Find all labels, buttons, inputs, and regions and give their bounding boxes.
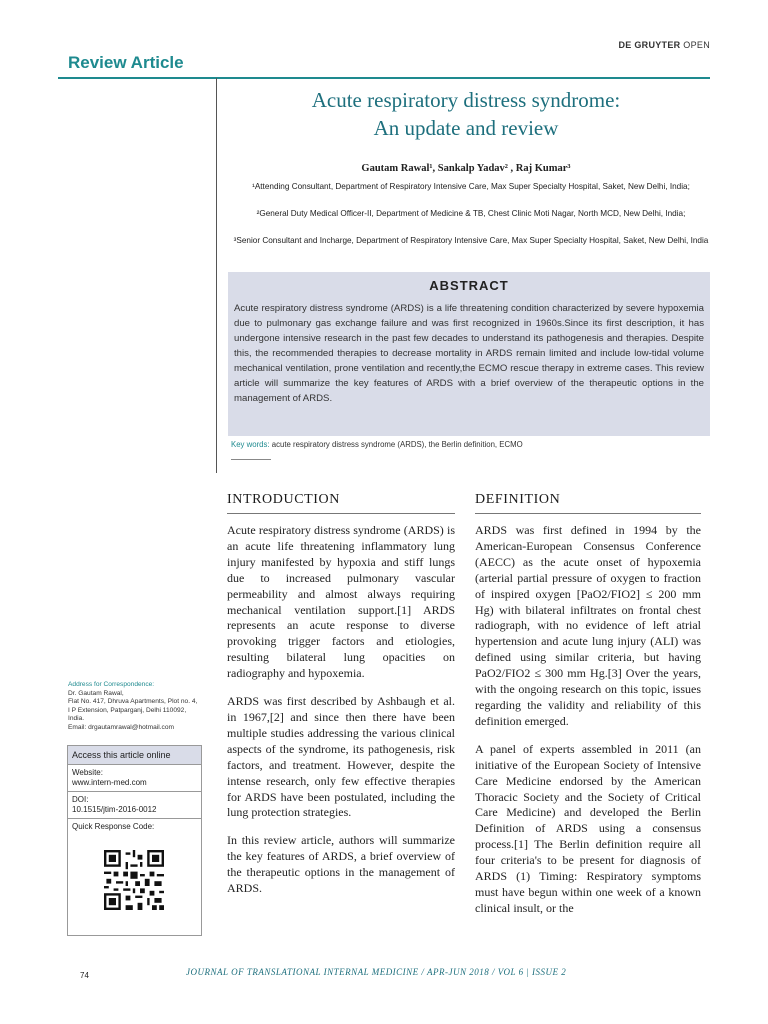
- intro-paragraph-1: Acute respiratory distress syndrome (ARDS) is an acute life threatening inflammatory lung injury manifested by hypoxia and stiff lungs due to increased pulmonary vascular permeability and almost always requiring mechanical ventilation support.[1] ARDS represents an acute response to diverse provoking trigger factors and etiologies, resulting bilateral lung opacities on radiography and hypoxemia.: [227, 523, 455, 681]
- article-title: [218, 86, 714, 142]
- journal-footer: JOURNAL OF TRANSLATIONAL INTERNAL MEDICINE / APR-JUN 2018 / VOL 6 | ISSUE 2: [186, 967, 567, 977]
- section-label: Review Article: [68, 53, 184, 72]
- affiliation-1: ¹Attending Consultant, Department of Respiratory Intensive Care, Max Super Specialty Hospital, Saket, New Delhi, India;: [252, 182, 690, 191]
- affiliation-2: ²General Duty Medical Officer-II, Department of Medicine & TB, Chest Clinic Moti Nagar, North MCD, New Delhi, India;: [256, 209, 686, 218]
- doi-row: [68, 792, 201, 819]
- definition-paragraph-1: ARDS was first defined in 1994 by the American-European Consensus Conference (AECC) as the acute onset of hypoxemia (arterial partial pressure of oxygen to fraction of inspired oxygen [PaO2/FIO2] ≤ 200 mm Hg) with bilateral infiltrates on frontal chest radiograph, with no evidence of left atrial hypertension and acute lung injury (ALI) was defined using similar criteria, but having PaO2/FIO2 ≤ 300 mm Hg.[3] Over the years, with the ongoing research on this topic, issues regarding the validity and reliability of this definition emerged.: [475, 523, 701, 728]
- website-row: [68, 765, 201, 792]
- qr-row: [68, 819, 201, 835]
- doi-link[interactable]: 10.1515/jtim-2016-0012: [72, 805, 157, 814]
- keywords: [231, 440, 523, 449]
- definition-paragraph-2: A panel of experts assembled in 2011 (an initiative of the European Society of Intensive Care Medicine endorsed by the American Thoracic Society and the Society of Critical Care Medicine) and developed the Berlin Definition of ARDS using a consensus process.[1] The Berlin definition require all four criteria's to be present for diagnosis of ARDS (1) Timing: Respiratory symptoms must have begun within one week of a known clinical insult, or the: [475, 741, 701, 915]
- title-line-1: Acute respiratory distress syndrome:: [311, 88, 621, 112]
- definition-rule: [475, 513, 701, 514]
- access-heading: Access this article online: [68, 746, 201, 765]
- abstract-box: [228, 272, 710, 436]
- definition-body: [475, 523, 701, 929]
- abstract-text: Acute respiratory distress syndrome (ARDS) is a life threatening condition characterized by severe hypoxemia due to pulmonary gas exchange failure and was first recognized in 1960s.Since its first description, it has undergone intensive research in the past few decades to understand its pathogenesis and therapies. Despite this, the recommended therapies to decrease mortality in ARDS remain limited and include low-tidal volume mechanical ventilation, prone ventilation and recently,the ECMO rescue therapy in extreme cases. This review article will summarize the key features of ARDS with a brief overview of the therapeutic options in the management of ARDS.: [234, 303, 704, 404]
- page-number: 74: [80, 971, 89, 980]
- correspondence-email: Email: drgautamrawal@hotmail.com: [68, 723, 175, 731]
- definition-heading: DEFINITION: [475, 492, 561, 507]
- intro-paragraph-2: ARDS was first described by Ashbaugh et al. in 1967,[2] and since then there have been multiple studies addressing the various clinical aspects of the syndrome, its pathogenesis, risk factors, and treatment. However, despite the intense research, only few effective therapies for ARDS have been postulated, including the lung protection strategies.: [227, 694, 455, 820]
- qr-code-icon[interactable]: [104, 850, 164, 910]
- introduction-heading: INTRODUCTION: [227, 492, 340, 507]
- column-divider: [216, 78, 217, 473]
- website-label: Website:: [72, 768, 103, 777]
- title-line-2: An update and review: [373, 116, 559, 140]
- keywords-text: acute respiratory distress syndrome (ARDS), the Berlin definition, ECMO: [271, 440, 523, 449]
- introduction-body: [227, 523, 455, 909]
- doi-label: DOI:: [72, 795, 89, 804]
- introduction-rule: [227, 513, 455, 514]
- affiliation-3: ³Senior Consultant and Incharge, Department of Respiratory Intensive Care, Max Super Specialty Hospital, Saket, New Delhi, India: [233, 236, 709, 245]
- qr-label: Quick Response Code:: [72, 822, 155, 831]
- abstract-heading: ABSTRACT: [429, 278, 509, 293]
- intro-paragraph-3: In this review article, authors will summarize the key features of ARDS, a brief overview of the therapeutic options in the management of ARDS.: [227, 833, 455, 896]
- publisher-name-regular: OPEN: [683, 40, 710, 50]
- keywords-rule: [231, 459, 271, 460]
- website-link[interactable]: www.intern-med.com: [72, 778, 147, 787]
- correspondence-heading: Address for Correspondence:: [68, 681, 155, 688]
- header-rule: [58, 77, 710, 79]
- author-list: Gautam Rawal¹, Sankalp Yadav² , Raj Kumar³: [361, 163, 571, 174]
- correspondence-block: [68, 681, 200, 733]
- correspondence-line: Dr. Gautam Rawal,: [68, 689, 124, 697]
- publisher-name-bold: DE GRUYTER: [618, 40, 681, 50]
- correspondence-line: Flat No. 417, Dhruva Apartments, Plot no. 4, I P Extension, Patparganj, Delhi 110092, India.: [68, 698, 198, 723]
- access-online-box: [67, 745, 202, 936]
- keywords-label: Key words:: [231, 440, 270, 449]
- publisher-logo: [618, 40, 710, 50]
